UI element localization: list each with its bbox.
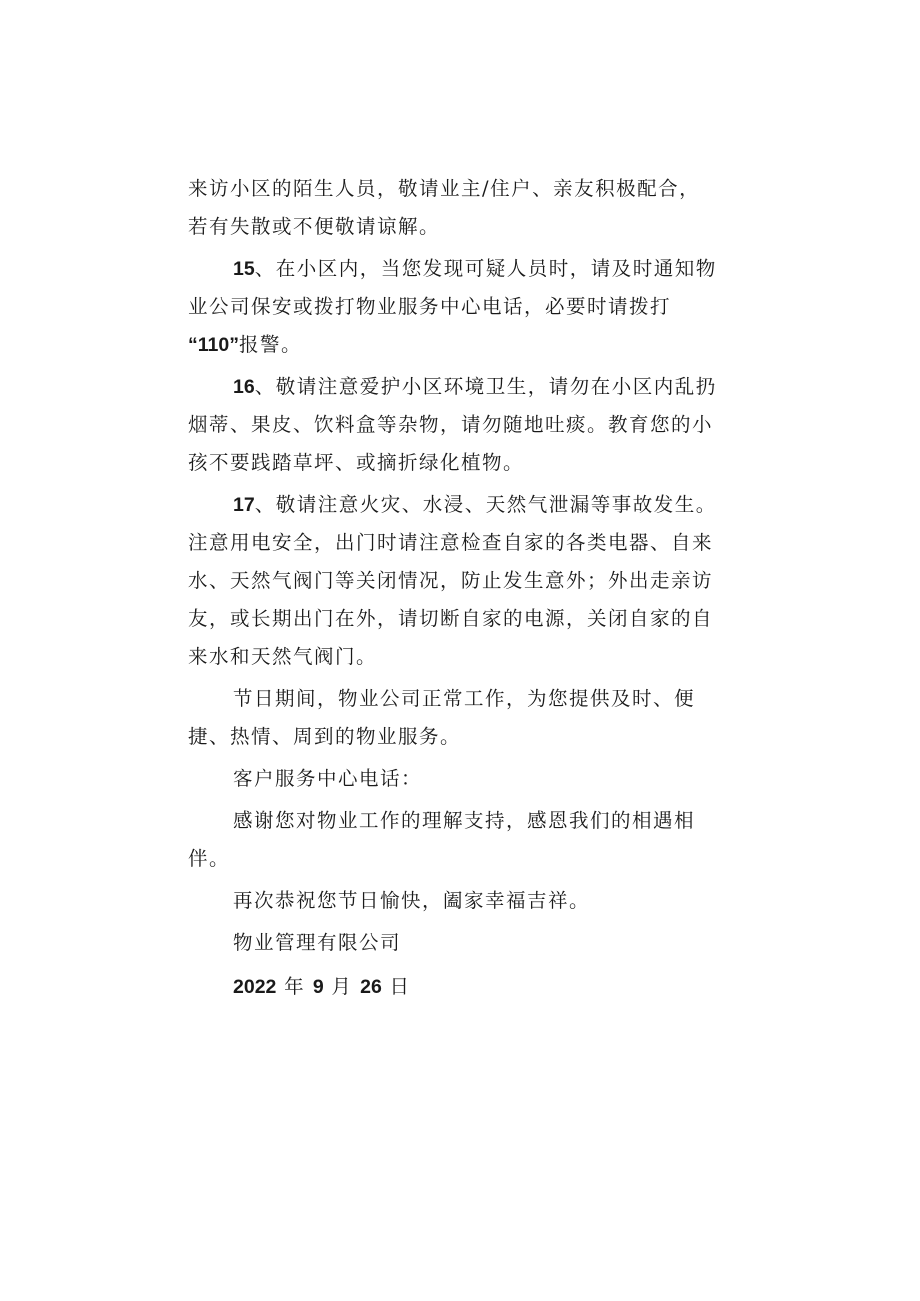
date-month-unit: 月 xyxy=(331,975,353,998)
date-day: 26 xyxy=(360,976,382,998)
company-signature xyxy=(188,924,748,962)
paragraph-wishes xyxy=(188,882,748,920)
paragraph-holiday xyxy=(188,680,748,718)
paragraph-item-15 xyxy=(188,250,748,288)
item-text: 报警。 xyxy=(238,333,302,356)
text-line: 来访小区的陌生人员，敬请业主/住户、亲友积极配合， xyxy=(188,177,701,200)
paragraph-item-17 xyxy=(188,486,748,524)
text-line xyxy=(188,368,748,406)
paragraph-service-phone xyxy=(188,760,748,798)
date-day-unit: 日 xyxy=(389,975,411,998)
text-line xyxy=(188,326,748,364)
paragraph-item-15-cont xyxy=(188,288,748,364)
text-line: 感谢您对物业工作的理解支持，感恩我们的相遇相 xyxy=(233,809,696,832)
paragraph-item-16 xyxy=(188,368,748,406)
paragraph-intro xyxy=(188,170,748,246)
text-line xyxy=(188,486,748,524)
text-line: 节日期间，物业公司正常工作，为您提供及时、便 xyxy=(233,687,696,710)
text-line: 捷、热情、周到的物业服务。 xyxy=(188,725,462,748)
paragraph-holiday-cont xyxy=(188,718,748,756)
text-line: 烟蒂、果皮、饮料盒等杂物，请勿随地吐痰。教育您的小 xyxy=(188,413,714,436)
text-line: 再次恭祝您节日愉快，阖家幸福吉祥。 xyxy=(233,889,591,912)
item-number: 16 xyxy=(233,376,255,398)
item-text: 、敬请注意火灾、水浸、天然气泄漏等事故发生。 xyxy=(254,493,717,516)
paragraph-thanks xyxy=(188,802,748,840)
text-line: 注意用电安全，出门时请注意检查自家的各类电器、自来 xyxy=(188,531,714,554)
date-line xyxy=(188,968,748,1006)
item-text: 、在小区内，当您发现可疑人员时，请及时通知物 xyxy=(254,257,717,280)
paragraph-thanks-cont xyxy=(188,840,748,878)
text-line: 来水和天然气阀门。 xyxy=(188,645,378,668)
item-number: 15 xyxy=(233,258,255,280)
text-line: 客户服务中心电话： xyxy=(233,767,423,790)
text-line: 水、天然气阀门等关闭情况，防止发生意外；外出走亲访 xyxy=(188,569,714,592)
text-line: 孩不要践踏草坪、或摘折绿化植物。 xyxy=(188,451,525,474)
text-line: 友，或长期出门在外，请切断自家的电源，关闭自家的自 xyxy=(188,607,714,630)
paragraph-item-16-cont xyxy=(188,406,748,482)
item-number: 17 xyxy=(233,494,255,516)
text-line: 若有失散或不便敬请谅解。 xyxy=(188,215,441,238)
document-page xyxy=(188,170,748,1006)
text-line xyxy=(188,250,748,288)
text-line: 物业管理有限公司 xyxy=(233,931,402,954)
emergency-number: “110” xyxy=(188,334,239,356)
text-line: 伴。 xyxy=(188,847,231,870)
date-year: 2022 xyxy=(233,976,277,998)
text-line: 业公司保安或拨打物业服务中心电话，必要时请拨打 xyxy=(188,295,672,318)
document-date xyxy=(188,968,748,1006)
item-text: 、敬请注意爱护小区环境卫生，请勿在小区内乱扔 xyxy=(254,375,717,398)
paragraph-item-17-cont xyxy=(188,524,748,676)
date-year-unit: 年 xyxy=(284,975,306,998)
date-month: 9 xyxy=(312,976,324,998)
